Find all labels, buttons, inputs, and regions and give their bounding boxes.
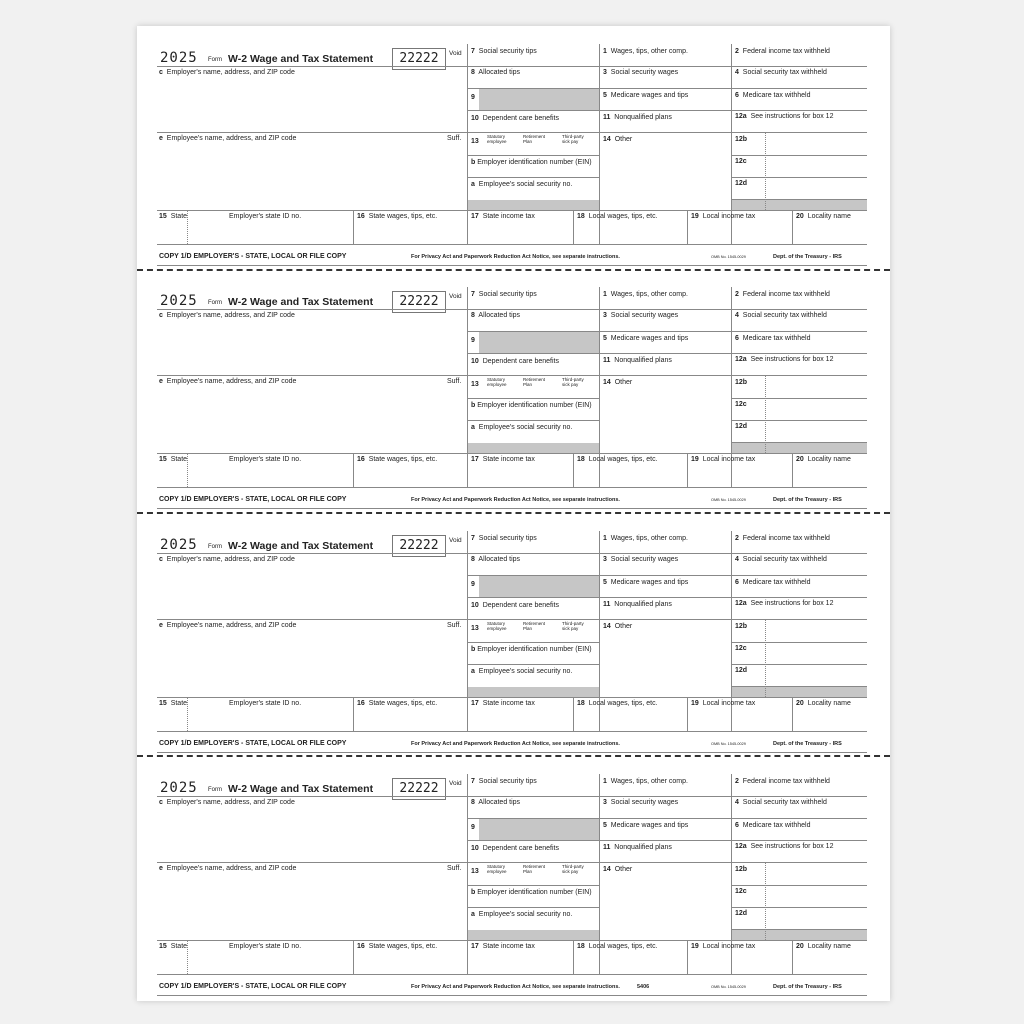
statutory-employee-checkbox[interactable]: Statutory employee	[487, 134, 507, 144]
box10-label: 10 Dependent care benefits	[471, 845, 559, 852]
box12a-label: 12a See instructions for box 12	[735, 843, 834, 850]
box6-label: 6 Medicare tax withheld	[735, 579, 811, 586]
box1-label: 1 Wages, tips, other comp.	[603, 291, 688, 298]
box7-label: 7 Social security tips	[471, 48, 537, 55]
box7-label: 7 Social security tips	[471, 291, 537, 298]
box12b-label: 12b	[735, 866, 748, 873]
suffix-label: Suff.	[447, 622, 462, 629]
box12d-shade	[732, 443, 867, 453]
box2-label: 2 Federal income tax withheld	[735, 535, 830, 542]
box-a-label: a Employee's social security no.	[471, 424, 573, 431]
copy-label: COPY 1/D EMPLOYER'S - STATE, LOCAL OR FILE COPY	[159, 983, 347, 990]
box12d-label: 12d	[735, 180, 748, 187]
ssn-shade	[468, 687, 599, 697]
box4-label: 4 Social security tax withheld	[735, 312, 827, 319]
box18-label: 18 Local wages, tips, etc.	[577, 456, 658, 463]
perforation-line	[137, 512, 890, 514]
state-id-label: Employer's state ID no.	[229, 213, 302, 220]
box19-label: 19 Local income tax	[691, 213, 756, 220]
form-word: Form	[208, 57, 222, 63]
state-id-label: Employer's state ID no.	[229, 700, 302, 707]
box19-label: 19 Local income tax	[691, 456, 756, 463]
box10-label: 10 Dependent care benefits	[471, 358, 559, 365]
box5-label: 5 Medicare wages and tips	[603, 579, 689, 586]
box-e-label: e Employee's name, address, and ZIP code	[159, 378, 297, 385]
box-a-label: a Employee's social security no.	[471, 911, 573, 918]
box20-label: 20 Locality name	[796, 943, 851, 950]
copy-label: COPY 1/D EMPLOYER'S - STATE, LOCAL OR FILE COPY	[159, 496, 347, 503]
form-code-box: 22222	[392, 291, 446, 313]
box9-label: 9	[471, 824, 475, 831]
box16-label: 16 State wages, tips, etc.	[357, 213, 438, 220]
box2-label: 2 Federal income tax withheld	[735, 291, 830, 298]
box12a-label: 12a See instructions for box 12	[735, 600, 834, 607]
third-party-sick-pay-checkbox[interactable]: Third-party sick pay	[562, 864, 584, 874]
box16-label: 16 State wages, tips, etc.	[357, 700, 438, 707]
treasury-label: Dept. of the Treasury - IRS	[773, 497, 842, 503]
copy-label: COPY 1/D EMPLOYER'S - STATE, LOCAL OR FILE COPY	[159, 253, 347, 260]
form-word: Form	[208, 787, 222, 793]
tax-year: 2025	[160, 293, 198, 309]
box17-label: 17 State income tax	[471, 700, 535, 707]
box12d-label: 12d	[735, 910, 748, 917]
box6-label: 6 Medicare tax withheld	[735, 335, 811, 342]
box3-label: 3 Social security wages	[603, 312, 679, 319]
statutory-employee-checkbox[interactable]: Statutory employee	[487, 621, 507, 631]
box3-label: 3 Social security wages	[603, 799, 679, 806]
box12b-label: 12b	[735, 136, 748, 143]
form-title: W-2 Wage and Tax Statement	[228, 53, 374, 65]
omb-number: OMB No. 1545-0029	[711, 498, 746, 502]
box18-label: 18 Local wages, tips, etc.	[577, 213, 658, 220]
form-word: Form	[208, 544, 222, 550]
third-party-sick-pay-checkbox[interactable]: Third-party sick pay	[562, 377, 584, 387]
ssn-shade	[468, 443, 599, 453]
void-checkbox-label[interactable]: Void	[449, 780, 462, 787]
box12c-label: 12c	[735, 158, 747, 165]
box8-label: 8 Allocated tips	[471, 556, 521, 563]
treasury-label: Dept. of the Treasury - IRS	[773, 741, 842, 747]
form-footer	[157, 494, 867, 508]
omb-number: OMB No. 1545-0029	[711, 255, 746, 259]
form-code-box: 22222	[392, 48, 446, 70]
ssn-shade	[468, 930, 599, 940]
suffix-label: Suff.	[447, 135, 462, 142]
void-checkbox-label[interactable]: Void	[449, 50, 462, 57]
box10-label: 10 Dependent care benefits	[471, 602, 559, 609]
state-id-label: Employer's state ID no.	[229, 943, 302, 950]
box15-label: 15 State	[159, 943, 188, 950]
void-checkbox-label[interactable]: Void	[449, 537, 462, 544]
box16-label: 16 State wages, tips, etc.	[357, 456, 438, 463]
form-footer	[157, 981, 867, 995]
box11-label: 11 Nonqualified plans	[603, 844, 672, 851]
retirement-plan-checkbox[interactable]: Retirement Plan	[523, 864, 546, 874]
box-a-label: a Employee's social security no.	[471, 181, 573, 188]
omb-number: OMB No. 1545-0029	[711, 742, 746, 746]
box18-label: 18 Local wages, tips, etc.	[577, 943, 658, 950]
w2-form-copy-4	[157, 774, 867, 1006]
tax-year: 2025	[160, 537, 198, 553]
box12d-shade	[732, 930, 867, 940]
treasury-label: Dept. of the Treasury - IRS	[773, 254, 842, 260]
box7-label: 7 Social security tips	[471, 778, 537, 785]
box1-label: 1 Wages, tips, other comp.	[603, 48, 688, 55]
statutory-employee-checkbox[interactable]: Statutory employee	[487, 864, 507, 874]
w2-form-copy-1	[157, 44, 867, 276]
box12d-label: 12d	[735, 667, 748, 674]
box15-label: 15 State	[159, 700, 188, 707]
box17-label: 17 State income tax	[471, 456, 535, 463]
perforation-line	[137, 269, 890, 271]
box15-label: 15 State	[159, 456, 188, 463]
box16-label: 16 State wages, tips, etc.	[357, 943, 438, 950]
box-e-label: e Employee's name, address, and ZIP code	[159, 865, 297, 872]
box13-label: 13	[471, 625, 479, 632]
box17-label: 17 State income tax	[471, 213, 535, 220]
form-code-box: 22222	[392, 535, 446, 557]
treasury-label: Dept. of the Treasury - IRS	[773, 984, 842, 990]
retirement-plan-checkbox[interactable]: Retirement Plan	[523, 621, 546, 631]
suffix-label: Suff.	[447, 865, 462, 872]
box9-label: 9	[471, 94, 475, 101]
box8-label: 8 Allocated tips	[471, 312, 521, 319]
box12a-label: 12a See instructions for box 12	[735, 113, 834, 120]
box9-shade	[479, 89, 599, 110]
box20-label: 20 Locality name	[796, 700, 851, 707]
box6-label: 6 Medicare tax withheld	[735, 92, 811, 99]
box9-shade	[479, 819, 599, 840]
box12b-label: 12b	[735, 379, 748, 386]
retirement-plan-checkbox[interactable]: Retirement Plan	[523, 134, 546, 144]
box4-label: 4 Social security tax withheld	[735, 799, 827, 806]
box12a-label: 12a See instructions for box 12	[735, 356, 834, 363]
box14-label: 14 Other	[603, 379, 633, 386]
box13-label: 13	[471, 138, 479, 145]
box12d-shade	[732, 200, 867, 210]
omb-number: OMB No. 1545-0029	[711, 985, 746, 989]
form-title: W-2 Wage and Tax Statement	[228, 540, 374, 552]
box1-label: 1 Wages, tips, other comp.	[603, 778, 688, 785]
copy-label: COPY 1/D EMPLOYER'S - STATE, LOCAL OR FILE COPY	[159, 740, 347, 747]
box3-label: 3 Social security wages	[603, 556, 679, 563]
box3-label: 3 Social security wages	[603, 69, 679, 76]
box13-label: 13	[471, 868, 479, 875]
form-title: W-2 Wage and Tax Statement	[228, 296, 374, 308]
box1-label: 1 Wages, tips, other comp.	[603, 535, 688, 542]
w2-sheet	[137, 26, 890, 1001]
box9-label: 9	[471, 337, 475, 344]
box5-label: 5 Medicare wages and tips	[603, 92, 689, 99]
form-title: W-2 Wage and Tax Statement	[228, 783, 374, 795]
box12c-label: 12c	[735, 401, 747, 408]
box9-shade	[479, 332, 599, 353]
box10-label: 10 Dependent care benefits	[471, 115, 559, 122]
retirement-plan-checkbox[interactable]: Retirement Plan	[523, 377, 546, 387]
third-party-sick-pay-checkbox[interactable]: Third-party sick pay	[562, 621, 584, 631]
box-a-label: a Employee's social security no.	[471, 668, 573, 675]
box11-label: 11 Nonqualified plans	[603, 601, 672, 608]
box12b-label: 12b	[735, 623, 748, 630]
privacy-notice: For Privacy Act and Paperwork Reduction Act Notice, see separate instructions.	[411, 984, 620, 990]
box20-label: 20 Locality name	[796, 213, 851, 220]
box4-label: 4 Social security tax withheld	[735, 69, 827, 76]
box19-label: 19 Local income tax	[691, 700, 756, 707]
tax-year: 2025	[160, 50, 198, 66]
box14-label: 14 Other	[603, 136, 633, 143]
box5-label: 5 Medicare wages and tips	[603, 822, 689, 829]
box19-label: 19 Local income tax	[691, 943, 756, 950]
box-c-label: c Employer's name, address, and ZIP code	[159, 69, 295, 76]
box12c-label: 12c	[735, 888, 747, 895]
form-footer	[157, 251, 867, 265]
box11-label: 11 Nonqualified plans	[603, 357, 672, 364]
box-c-label: c Employer's name, address, and ZIP code	[159, 312, 295, 319]
box14-label: 14 Other	[603, 623, 633, 630]
box11-label: 11 Nonqualified plans	[603, 114, 672, 121]
box15-label: 15 State	[159, 213, 188, 220]
ssn-shade	[468, 200, 599, 210]
box17-label: 17 State income tax	[471, 943, 535, 950]
box4-label: 4 Social security tax withheld	[735, 556, 827, 563]
box12d-label: 12d	[735, 423, 748, 430]
third-party-sick-pay-checkbox[interactable]: Third-party sick pay	[562, 134, 584, 144]
suffix-label: Suff.	[447, 378, 462, 385]
w2-form-copy-3	[157, 531, 867, 763]
box-b-label: b Employer identification number (EIN)	[471, 159, 592, 166]
state-id-label: Employer's state ID no.	[229, 456, 302, 463]
box7-label: 7 Social security tips	[471, 535, 537, 542]
privacy-notice: For Privacy Act and Paperwork Reduction Act Notice, see separate instructions.	[411, 254, 620, 260]
form-footer	[157, 738, 867, 752]
statutory-employee-checkbox[interactable]: Statutory employee	[487, 377, 507, 387]
box8-label: 8 Allocated tips	[471, 69, 521, 76]
form-code-box: 22222	[392, 778, 446, 800]
void-checkbox-label[interactable]: Void	[449, 293, 462, 300]
page-code: 5406	[637, 984, 650, 990]
w2-form-copy-2	[157, 287, 867, 519]
box14-label: 14 Other	[603, 866, 633, 873]
box18-label: 18 Local wages, tips, etc.	[577, 700, 658, 707]
box2-label: 2 Federal income tax withheld	[735, 778, 830, 785]
privacy-notice: For Privacy Act and Paperwork Reduction Act Notice, see separate instructions.	[411, 497, 620, 503]
box-c-label: c Employer's name, address, and ZIP code	[159, 556, 295, 563]
box20-label: 20 Locality name	[796, 456, 851, 463]
box-b-label: b Employer identification number (EIN)	[471, 646, 592, 653]
box2-label: 2 Federal income tax withheld	[735, 48, 830, 55]
box-e-label: e Employee's name, address, and ZIP code	[159, 622, 297, 629]
box-b-label: b Employer identification number (EIN)	[471, 402, 592, 409]
box-b-label: b Employer identification number (EIN)	[471, 889, 592, 896]
box5-label: 5 Medicare wages and tips	[603, 335, 689, 342]
box8-label: 8 Allocated tips	[471, 799, 521, 806]
box9-label: 9	[471, 581, 475, 588]
box-c-label: c Employer's name, address, and ZIP code	[159, 799, 295, 806]
privacy-notice: For Privacy Act and Paperwork Reduction Act Notice, see separate instructions.	[411, 741, 620, 747]
perforation-line	[137, 755, 890, 757]
box12d-shade	[732, 687, 867, 697]
tax-year: 2025	[160, 780, 198, 796]
box13-label: 13	[471, 381, 479, 388]
box9-shade	[479, 576, 599, 597]
box12c-label: 12c	[735, 645, 747, 652]
form-word: Form	[208, 300, 222, 306]
box6-label: 6 Medicare tax withheld	[735, 822, 811, 829]
box-e-label: e Employee's name, address, and ZIP code	[159, 135, 297, 142]
